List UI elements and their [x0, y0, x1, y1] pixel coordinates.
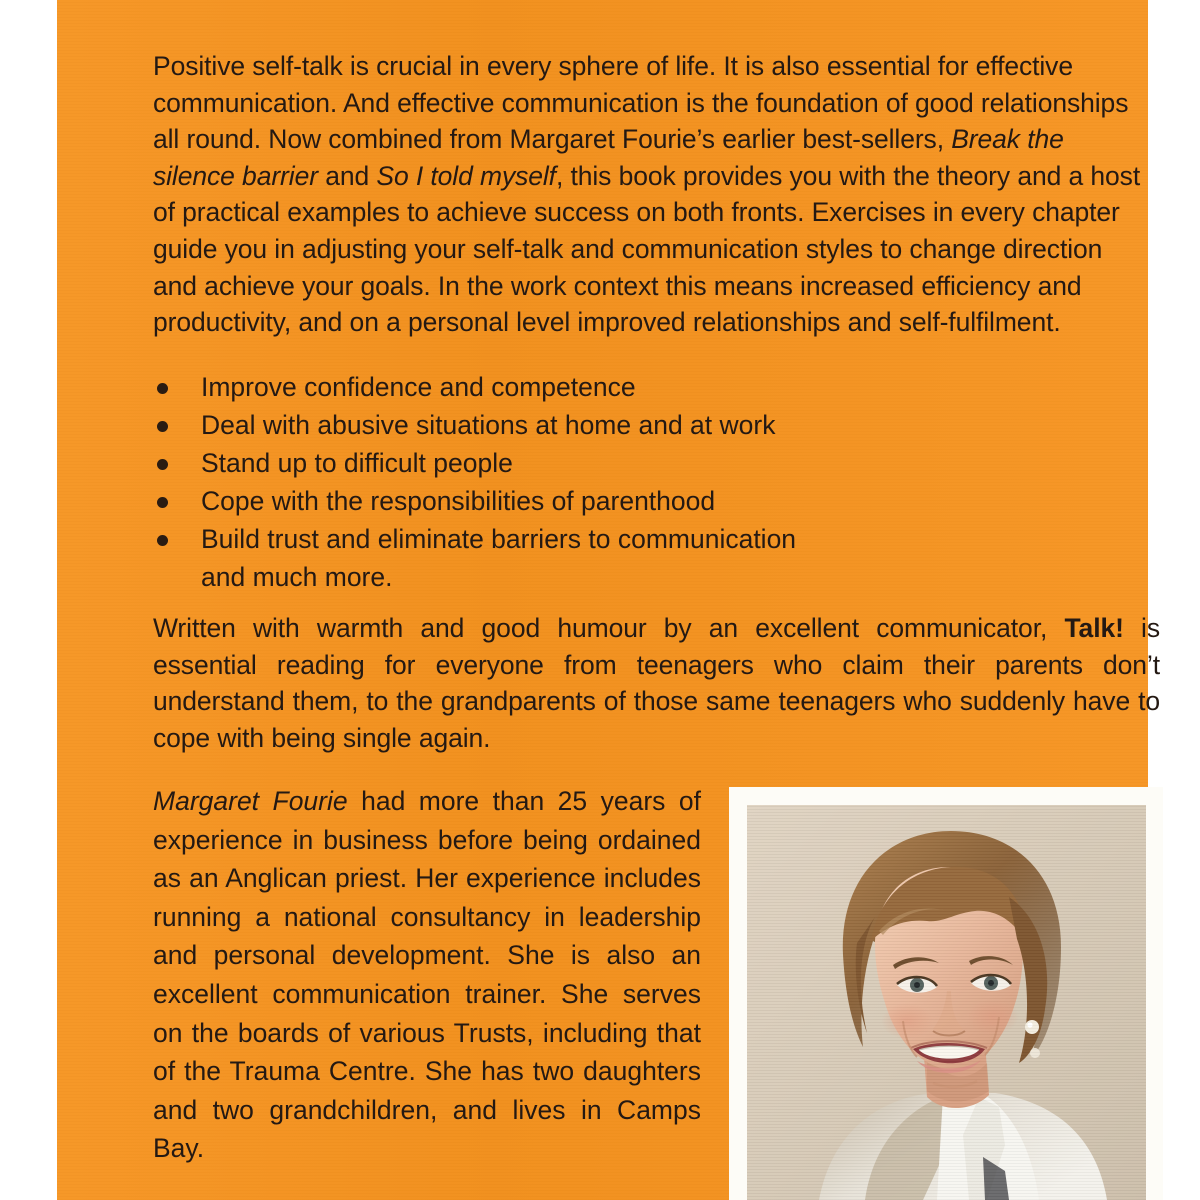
- author-bio-text: had more than 25 years of experience in business before being ordained as an Anglican priest. Her experience includes running a national consultancy in leadership and personal development. She is also an excellent communication trainer. She serves on the boards of various Trusts, including that of the Trauma Centre. She has two daughters and two grandchildren, and lives in Camps Bay.: [153, 786, 701, 1164]
- author-photo-frame: [729, 787, 1163, 1200]
- intro-line-1: Positive self-talk is crucial in every sphere of life. It is also essential for effective: [153, 51, 1073, 81]
- list-item-continuation: [153, 558, 913, 596]
- list-item-continuation-label: and much more.: [201, 562, 393, 592]
- book-title-so-i-told-myself: So I told myself: [376, 160, 556, 191]
- feature-list: [153, 368, 913, 596]
- author-bio: [153, 782, 701, 1168]
- book-title-break-the-silence-barrier-part1: Break the: [951, 124, 1064, 155]
- intro-line-6: guide you in adjusting your self-talk and communication styles to change direction: [153, 233, 1103, 264]
- bullet-dot-icon: [157, 421, 168, 432]
- intro-line-3-text: all round. Now combined from Margaret Fourie’s earlier best-sellers,: [153, 124, 952, 155]
- summary-text-after: is essential reading for everyone from teenagers who claim their parents don’t understand them, to the grandparents of those same teenagers who suddenly have to cope with being single again.: [153, 613, 1160, 753]
- intro-line-3: [153, 121, 1160, 158]
- list-item: [153, 520, 913, 558]
- list-item: [153, 482, 913, 520]
- intro-paragraph: [153, 48, 1160, 341]
- list-item-label: Improve confidence and competence: [201, 372, 636, 402]
- list-item-label: Cope with the responsibilities of parenthood: [201, 486, 716, 516]
- list-item: [153, 444, 913, 482]
- author-photo: [747, 805, 1146, 1200]
- list-item-label: Build trust and eliminate barriers to communication: [201, 524, 797, 554]
- list-item-label: Stand up to difficult people: [201, 448, 513, 478]
- bullet-dot-icon: [157, 459, 168, 470]
- bullet-dot-icon: [157, 497, 168, 508]
- summary-paragraph: [153, 610, 1160, 756]
- intro-line-4: [153, 158, 1160, 195]
- summary-text-before: Written with warmth and good humour by an excellent communicator,: [153, 613, 1065, 643]
- book-title-talk: Talk!: [1064, 613, 1124, 643]
- list-item-label: Deal with abusive situations at home and at work: [201, 410, 776, 440]
- list-item: [153, 406, 913, 444]
- intro-line-7: and achieve your goals. In the work context this means increased efficiency and: [153, 270, 1082, 301]
- list-item: [153, 368, 913, 406]
- intro-line-4-connector: and: [317, 160, 377, 191]
- intro-line-5: of practical examples to achieve success on both fronts. Exercises in every chapter: [153, 197, 1120, 228]
- book-title-break-the-silence-barrier-part2: silence barrier: [153, 160, 318, 191]
- bullet-dot-icon: [157, 383, 168, 394]
- bullet-dot-icon: [157, 535, 168, 546]
- intro-line-4-text: , this book provides you with the theory and a host: [555, 160, 1141, 191]
- author-portrait-illustration: [747, 805, 1146, 1200]
- orange-cover-panel: [57, 0, 1160, 1200]
- intro-line-8: productivity, and on a personal level improved relationships and self-fulfilment.: [153, 307, 1061, 338]
- author-name: Margaret Fourie: [153, 786, 348, 816]
- intro-line-2: communication. And effective communication is the foundation of good relationships: [153, 87, 1129, 118]
